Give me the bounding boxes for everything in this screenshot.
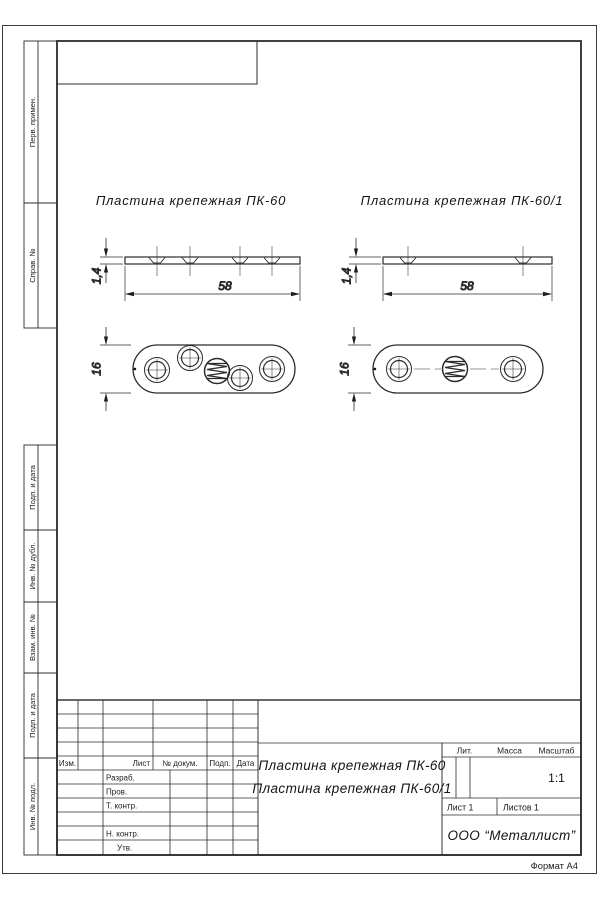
hole-countersunk <box>387 357 412 382</box>
sheets-total: Листов 1 <box>503 802 539 813</box>
countersink-marks <box>400 246 531 276</box>
role-approved: Утв. <box>117 843 133 853</box>
title-block <box>57 700 581 855</box>
signature-label: Подп. <box>209 759 231 768</box>
view-title: Пластина крепежная ПК-60 <box>95 193 287 208</box>
dim-thickness <box>340 238 382 284</box>
izm-label: Изм. <box>58 759 77 768</box>
pk60-side-view <box>90 238 301 301</box>
margin-cell-podp-data-2 <box>24 673 57 758</box>
dim-length <box>383 266 552 301</box>
dim-width-value: 16 <box>337 362 352 376</box>
dim-width-value: 16 <box>89 362 104 376</box>
margin-label: Перв. примен. <box>28 96 37 148</box>
dim-thickness <box>90 238 124 284</box>
hole-threaded <box>443 357 468 382</box>
revision-header <box>59 759 255 768</box>
dim-thickness-value: 1,4 <box>89 267 104 285</box>
margin-cell-perv-primen <box>24 41 57 203</box>
format-note: Формат А4 <box>530 860 578 871</box>
margin-cell-sprav <box>24 203 57 328</box>
doc-title-line2: Пластина крепежная ПК-60/1 <box>252 781 452 796</box>
margin-label: Инв. № дубл. <box>28 542 37 590</box>
role-norm-control: Н. контр. <box>106 829 140 839</box>
view-title: Пластина крепежная ПК-60/1 <box>360 193 564 208</box>
dim-thickness-value: 1,4 <box>339 267 354 285</box>
document-title <box>252 758 451 796</box>
dim-width <box>338 327 372 411</box>
sheet-number: Лист 1 <box>447 802 474 813</box>
margin-label: Инв. № подл. <box>28 782 37 831</box>
doc-number-label: № докум. <box>162 759 198 768</box>
dim-width <box>90 327 132 411</box>
margin-cell-inv-podl <box>24 758 57 855</box>
hole-threaded <box>205 359 230 384</box>
list-label: Лист <box>132 759 150 768</box>
dim-length <box>125 266 300 301</box>
hole-countersunk <box>145 358 170 383</box>
dim-length-value: 58 <box>218 279 232 293</box>
drawing-frame <box>57 41 581 855</box>
title-block-right <box>447 746 576 844</box>
role-checked: Пров. <box>106 787 128 797</box>
margin-cell-inv-dubl <box>24 530 57 602</box>
doc-title-line1: Пластина крепежная ПК-60 <box>258 758 446 773</box>
signature-rows <box>106 774 139 853</box>
pk60-1-plan-view <box>338 327 544 411</box>
margin-label: Взам. инв. № <box>28 613 37 662</box>
scale-label: Масштаб <box>538 745 575 756</box>
pk60-plan-view <box>90 327 296 411</box>
margin-cell-vzam-inv <box>24 602 57 673</box>
company-name: ООО “Металлист” <box>447 828 576 843</box>
countersink-marks <box>149 246 280 276</box>
view-pk60 <box>90 193 301 411</box>
margin-cell-podp-data-1 <box>24 445 57 530</box>
hole-countersunk <box>228 366 253 391</box>
role-tech-control: Т. контр. <box>106 801 138 811</box>
margin-label: Подп. и дата <box>28 693 37 738</box>
dim-length-value: 58 <box>460 279 474 293</box>
margin-column <box>24 41 57 855</box>
edge-mark <box>133 368 136 371</box>
margin-label: Подп. и дата <box>28 465 37 510</box>
view-pk60-1 <box>338 193 564 411</box>
hole-countersunk <box>501 357 526 382</box>
pk60-1-side-view <box>340 238 553 301</box>
lit-label: Лит. <box>456 745 473 756</box>
edge-mark <box>373 368 376 371</box>
hole-countersunk <box>260 357 285 382</box>
mass-label: Масса <box>497 745 522 756</box>
role-developed: Разраб. <box>106 773 135 783</box>
hole-countersunk <box>178 346 203 371</box>
scale-value: 1:1 <box>548 771 565 785</box>
date-label: Дата <box>236 759 255 768</box>
top-designation-box <box>57 41 257 84</box>
margin-label: Справ. № <box>28 248 37 283</box>
